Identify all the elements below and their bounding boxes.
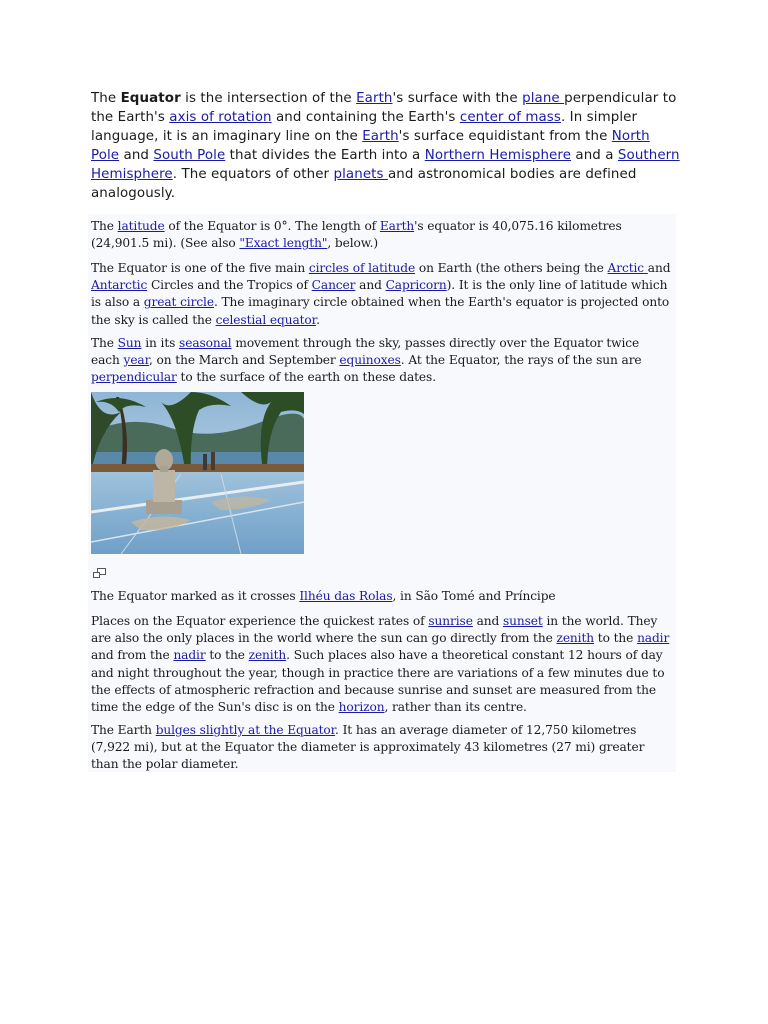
- equator-term: Equator: [120, 91, 181, 106]
- text: and containing the Earth's: [271, 110, 460, 125]
- link-southern-hemisphere[interactable]: Southern Hemisphere: [91, 148, 680, 182]
- link-plane[interactable]: plane: [522, 91, 565, 106]
- link-year[interactable]: year: [123, 353, 149, 368]
- text: to the surface of the earth on these dates.: [176, 370, 436, 385]
- text: and from the: [91, 648, 174, 663]
- link-northern-hemisphere[interactable]: Northern Hemisphere: [424, 148, 572, 163]
- text: 's surface with the: [392, 91, 523, 106]
- link-zenith[interactable]: zenith: [556, 631, 595, 646]
- text: 's equator is 40,075.16 kilometres (24,901.5 mi). (See also: [91, 219, 622, 251]
- intro-paragraph: [91, 89, 681, 203]
- text: 's surface equidistant from the: [398, 129, 612, 144]
- latitude-paragraph: [88, 218, 669, 252]
- link-earth-2[interactable]: Earth: [362, 129, 399, 144]
- text: in its: [141, 336, 180, 350]
- link-latitude[interactable]: latitude: [117, 219, 165, 233]
- text: that divides the Earth into a: [225, 148, 425, 163]
- text: . The imaginary circle obtained when the Earth's equator is projected onto the sky is called the: [91, 295, 670, 327]
- link-center-of-mass[interactable]: center of mass: [459, 110, 561, 125]
- link-capricorn[interactable]: Capricorn: [385, 278, 447, 293]
- link-sunrise[interactable]: sunrise: [428, 614, 473, 628]
- text: . It has an average diameter of 12,750 kilometres (7,922 mi), but at the Equator the diameter is approximately 43 kilometres (27 mi) greater than the polar diameter.: [91, 723, 645, 772]
- text: in the world. They are also the only places in the world where the sun can go directly from the: [91, 614, 658, 646]
- link-antarctic[interactable]: Antarctic: [91, 278, 148, 293]
- link-celestial-equator[interactable]: celestial equator: [215, 312, 317, 327]
- link-equinoxes[interactable]: equinoxes: [339, 353, 401, 368]
- text: The Equator marked as it crosses: [91, 589, 300, 603]
- link-north-pole[interactable]: North Pole: [91, 129, 650, 163]
- text: is the intersection of the: [180, 91, 357, 106]
- article-panel: [88, 214, 676, 772]
- link-perpendicular[interactable]: perpendicular: [91, 370, 177, 385]
- text: and: [472, 614, 503, 628]
- link-exact-length[interactable]: "Exact length": [239, 236, 328, 251]
- text: , below.): [327, 236, 379, 251]
- link-zenith-2[interactable]: zenith: [248, 648, 287, 663]
- link-bulges-slightly[interactable]: bulges slightly at the Equator: [155, 723, 336, 737]
- text: Circles and the Tropics of: [147, 278, 312, 293]
- link-nadir[interactable]: nadir: [637, 631, 670, 646]
- text: The Equator is one of the five main: [91, 261, 309, 275]
- link-horizon[interactable]: horizon: [338, 700, 385, 715]
- link-cancer[interactable]: Cancer: [311, 278, 356, 293]
- text: The Earth: [91, 723, 156, 737]
- link-south-pole[interactable]: South Pole: [153, 148, 226, 163]
- link-earth[interactable]: Earth: [356, 91, 393, 106]
- text: , in São Tomé and Príncipe: [392, 589, 556, 603]
- link-axis-of-rotation[interactable]: axis of rotation: [169, 110, 272, 125]
- text: .: [316, 312, 320, 327]
- link-seasonal[interactable]: seasonal: [179, 336, 232, 350]
- link-arctic[interactable]: Arctic: [607, 261, 648, 275]
- text: on Earth (the others being the: [415, 261, 608, 275]
- link-sun[interactable]: Sun: [117, 336, 142, 350]
- text: . The equators of other: [172, 167, 334, 182]
- equator-monument-photo[interactable]: [91, 392, 304, 554]
- text: movement through the sky, passes directly over the Equator twice each: [91, 336, 640, 368]
- enlarge-icon: [93, 568, 106, 578]
- circles-paragraph: [88, 260, 674, 329]
- link-great-circle[interactable]: great circle: [143, 295, 214, 310]
- text: , rather than its centre.: [384, 700, 527, 715]
- link-circles-of-latitude[interactable]: circles of latitude: [308, 261, 416, 275]
- text: and: [647, 261, 671, 275]
- text: of the Equator is 0°. The length of: [164, 219, 380, 233]
- text: and: [355, 278, 386, 293]
- sunrise-paragraph: [88, 613, 679, 716]
- photo-caption: [88, 588, 669, 605]
- text: to the: [205, 648, 249, 663]
- photo-illustration: [91, 392, 304, 554]
- text: Places on the Equator experience the quickest rates of: [91, 614, 429, 628]
- link-sunset[interactable]: sunset: [502, 614, 543, 628]
- link-earth-3[interactable]: Earth: [379, 219, 415, 233]
- sun-paragraph: [88, 335, 669, 387]
- text: and astronomical bodies are defined analogously.: [91, 167, 637, 201]
- magnify-clip-icon[interactable]: [93, 566, 106, 576]
- text: , on the March and September: [148, 353, 340, 368]
- intro-section: [91, 89, 681, 203]
- text: . In simpler language, it is an imaginary line on the: [91, 110, 638, 144]
- link-nadir-2[interactable]: nadir: [173, 648, 206, 663]
- text: . At the Equator, the rays of the sun are: [400, 353, 642, 368]
- bulge-paragraph: [88, 722, 669, 774]
- text: The: [91, 219, 118, 233]
- text: and a: [571, 148, 618, 163]
- link-planets[interactable]: planets: [333, 167, 388, 182]
- text: The: [91, 336, 118, 350]
- text: and: [119, 148, 154, 163]
- text: . Such places also have a theoretical constant 12 hours of day and night throughout the year, though in practice there are variations of a few minutes due to the effects of atmospheric refraction and because sunrise and sunset are measured from the time the edge of the Sun's disc is on the: [91, 648, 665, 715]
- text: perpendicular to the Earth's: [91, 91, 677, 125]
- text: to the: [594, 631, 638, 646]
- text: The: [91, 91, 121, 106]
- text: ). It is the only line of latitude which is also a: [91, 278, 668, 310]
- link-ilheu-das-rolas[interactable]: Ilhéu das Rolas: [299, 589, 393, 603]
